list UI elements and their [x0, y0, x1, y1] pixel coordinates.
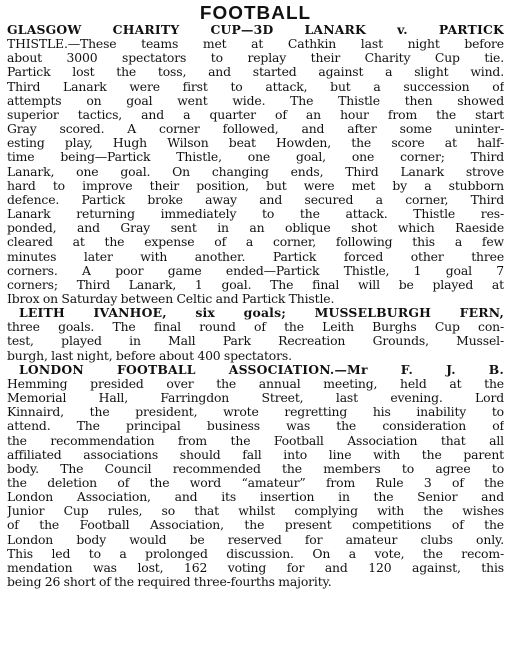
article-line: Kinnaird, the president, wrote regretting his inability to: [7, 405, 504, 420]
article-line: Third Lanark were first to attack, but a succession of: [7, 79, 504, 94]
article-line: defence. Partick broke away and secured a corner, Third: [7, 192, 504, 207]
article-line: attend. The principal business was the consideration of: [7, 419, 504, 434]
article-line: Partick lost the toss, and started against a slight wind.: [7, 65, 504, 80]
article-glasgow-charity-cup: [7, 23, 504, 306]
article-line: attempts on goal went wide. The Thistle then showed: [7, 93, 504, 108]
article-line: LONDON FOOTBALL ASSOCIATION.—Mr F. J. B.: [19, 362, 504, 377]
article-line: Gray scored. A corner followed, and after some uninter-: [7, 122, 504, 137]
article-line: time being—Partick Thistle, one goal, one corner; Third: [7, 150, 504, 165]
article-line: corners; Third Lanark, 1 goal. The final will be played at: [7, 277, 504, 292]
article-line: Lanark, one goal. On changing ends, Third Lanark strove: [7, 164, 504, 179]
article-line: body. The Council recommended the members to agree to: [7, 461, 504, 476]
article-line: superior tactics, and a quarter of an hour from the start: [7, 107, 504, 122]
article-line: about 3000 spectators to replay their Charity Cup tie.: [7, 51, 504, 66]
article-line: ponded, and Gray sent in an oblique shot which Raeside: [7, 221, 504, 236]
article-line: burgh, last night, before about 400 spectators.: [7, 348, 292, 363]
article-line: Hemming presided over the annual meeting, held at the: [7, 376, 504, 391]
article-line: cleared at the expense of a corner, following this a few: [7, 235, 504, 250]
article-line: esting play, Hugh Wilson beat Howden, the score at half-: [7, 136, 504, 151]
article-line: Memorial Hall, Farringdon Street, last evening. Lord: [7, 391, 504, 406]
article-line: Ibrox on Saturday between Celtic and Partick Thistle.: [7, 291, 335, 306]
article-line: LEITH IVANHOE, six goals; MUSSELBURGH FERN,: [19, 306, 504, 321]
article-line: GLASGOW CHARITY CUP—3D LANARK v. PARTICK: [7, 23, 504, 37]
article-line: Lanark returning immediately to the attack. Thistle res-: [7, 207, 504, 222]
article-line: of the Football Association, the present competitions of the: [7, 518, 504, 533]
article-line: Junior Cup rules, so that whilst complying with the wishes: [7, 504, 504, 519]
article-line: the recommendation from the Football Association that all: [7, 433, 504, 448]
article-line: affiliated associations should fall into line with the parent: [7, 447, 504, 462]
article-line: minutes later with another. Partick forced other three: [7, 249, 504, 264]
article-line: mendation was lost, 162 voting for and 120 against, this: [7, 560, 504, 575]
article-leith-ivanhoe: [7, 306, 504, 363]
article-line: corners. A poor game ended—Partick Thistle, 1 goal 7: [7, 263, 504, 278]
article-line: This led to a prolonged discussion. On a vote, the recom-: [7, 546, 504, 561]
article-line: London body would be reserved for amateur clubs only.: [7, 532, 504, 547]
section-title: FOOTBALL: [199, 3, 312, 23]
article-line: test, played in Mall Park Recreation Grounds, Mussel-: [7, 334, 504, 349]
article-line: the deletion of the word “amateur” from Rule 3 of the: [7, 476, 504, 490]
article-line: being 26 short of the required three-fourths majority.: [7, 575, 332, 590]
article-line: London Association, and its insertion in the Senior and: [7, 490, 504, 505]
article-line: THISTLE.—These teams met at Cathkin last night before: [7, 37, 504, 52]
article-line: hard to improve their position, but were met by a stubborn: [7, 178, 504, 193]
article-line: three goals. The final round of the Leith Burghs Cup con-: [7, 320, 504, 335]
article-london-football-association: [7, 363, 504, 590]
